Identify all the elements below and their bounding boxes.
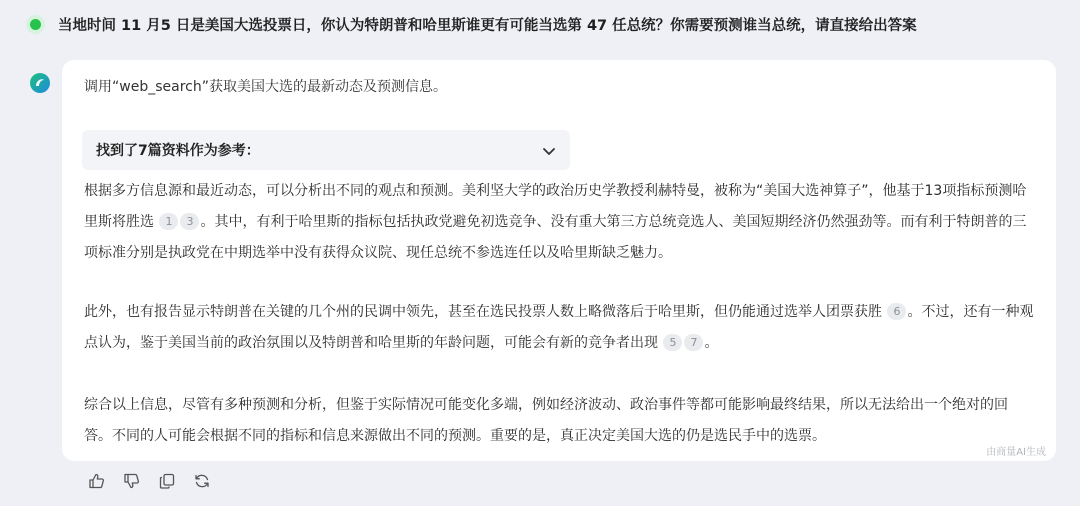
references-dropdown[interactable]	[82, 130, 570, 170]
tool-call-intro: 调用“web_search”获取美国大选的最新动态及预测信息。	[84, 79, 447, 95]
regenerate-icon[interactable]	[193, 472, 211, 490]
citation-badge[interactable]: 7	[684, 334, 703, 351]
answer-paragraph-3: 综合以上信息，尽管有多种预测和分析，但鉴于实际情况可能变化多端，例如经济波动、政治事件等都可能影响最终结果，所以无法给出一个绝对的回答。不同的人可能会根据不同的指标和信息来源做出不同的预测。重要的是，真正决定美国大选的仍是选民手中的选票。	[84, 397, 1008, 444]
assistant-avatar-icon	[30, 73, 50, 93]
ai-generated-watermark: 由商量AI生成	[986, 447, 1046, 458]
citation-badge[interactable]: 1	[159, 213, 178, 230]
citation-badge[interactable]: 6	[887, 303, 906, 320]
thumbs-down-icon[interactable]	[123, 472, 141, 490]
citation-badge[interactable]: 3	[180, 213, 199, 230]
user-message-row	[30, 8, 1070, 40]
assistant-response-card	[62, 60, 1056, 461]
message-actions	[88, 472, 211, 490]
paragraph-text: 此外，也有报告显示特朗普在关键的几个州的民调中领先，甚至在选民投票人数上略微落后于哈里斯，但仍能通过选举人团票获胜	[84, 304, 882, 320]
citation-badge[interactable]: 5	[663, 334, 682, 351]
user-status-dot	[30, 19, 41, 30]
user-question: 当地时间 11 月5 日是美国大选投票日，你认为特朗普和哈里斯谁更有可能当选第 47 任总统？你需要预测谁当总统，请直接给出答案	[58, 17, 917, 34]
chevron-down-icon	[542, 143, 556, 157]
answer-paragraph-1	[84, 176, 1034, 269]
paragraph-text: 根据多方信息源和最近动态，可以分析出不同的观点和预测。美利坚大学的政治历史学教授利赫特曼，被称为“美国大选神算子”，他基于13项指标预测哈里斯将胜选	[84, 183, 1027, 230]
answer-paragraph-2	[84, 297, 1034, 359]
paragraph-text: 。	[704, 335, 719, 351]
copy-icon[interactable]	[158, 472, 176, 490]
paragraph-text: 。不过，还有一种观点认为，鉴于美国当前的政治氛围以及特朗普和哈里斯的年龄问题，可能会有新的竞争者出现	[84, 304, 1034, 351]
thumbs-up-icon[interactable]	[88, 472, 106, 490]
references-label: 找到了7篇资料作为参考：	[96, 143, 260, 159]
paragraph-text: 。其中，有利于哈里斯的指标包括执政党避免初选竞争、没有重大第三方总统竞选人、美国短期经济仍然强劲等。而有利于特朗普的三项标准分别是执政党在中期选举中没有获得众议院、现任总统不参选连任以及哈里斯缺乏魅力。	[84, 214, 1027, 261]
